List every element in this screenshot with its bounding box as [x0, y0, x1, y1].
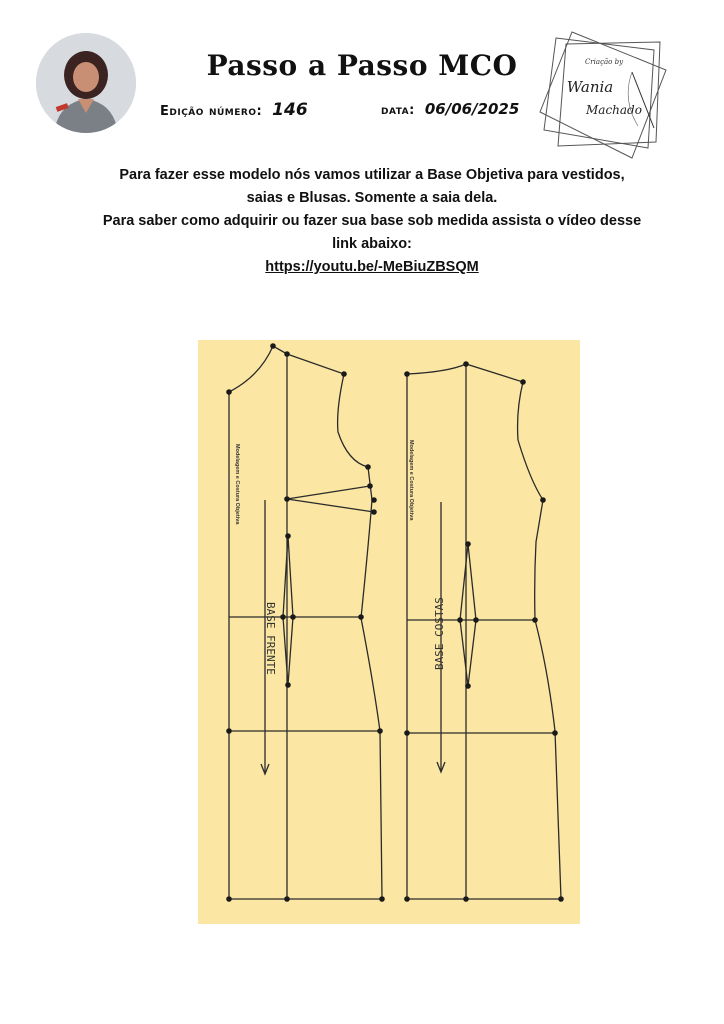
front-bust-dart — [287, 486, 374, 512]
intro-line-2: saias e Blusas. Somente a saia dela. — [246, 190, 498, 206]
date-value: 06/06/2025 — [424, 100, 520, 118]
edition-number: 146 — [272, 100, 308, 120]
back-waist-dart — [460, 544, 476, 686]
edition-label: Edição número: — [160, 104, 263, 119]
brand-logo — [536, 30, 670, 160]
front-waist-dart — [283, 536, 293, 685]
back-side-text: Modelagem e Costura Objetiva — [408, 440, 414, 521]
back-outline — [407, 364, 561, 899]
intro-text — [60, 164, 684, 279]
edition-info — [160, 100, 308, 120]
front-base-label: BASE FRENTE — [264, 602, 277, 675]
logo-name-first: Wania — [566, 78, 614, 96]
author-avatar — [36, 33, 136, 133]
front-side-text: Modelagem e Costura Objetiva — [234, 444, 240, 525]
date-info — [381, 100, 519, 118]
pattern-sheet — [198, 340, 580, 924]
logo-top-text: Criação by — [584, 58, 624, 66]
date-label: data: — [381, 103, 415, 118]
person-photo-icon — [36, 33, 136, 133]
logo-name-last: Machado — [586, 103, 642, 117]
intro-line-4: link abaixo: — [332, 236, 412, 252]
video-link[interactable]: https://youtu.be/-MeBiuZBSQM — [265, 259, 479, 275]
back-base-label: BASE COSTAS — [433, 597, 446, 670]
intro-line-3: Para saber como adquirir ou fazer sua base sob medida assista o vídeo desse — [102, 213, 642, 229]
intro-line-1: Para fazer esse modelo nós vamos utilizar a Base Objetiva para vestidos, — [119, 167, 625, 183]
pattern-drawing — [198, 340, 580, 924]
front-outline — [229, 346, 382, 899]
page-title: Passo a Passo MCO — [206, 49, 518, 82]
